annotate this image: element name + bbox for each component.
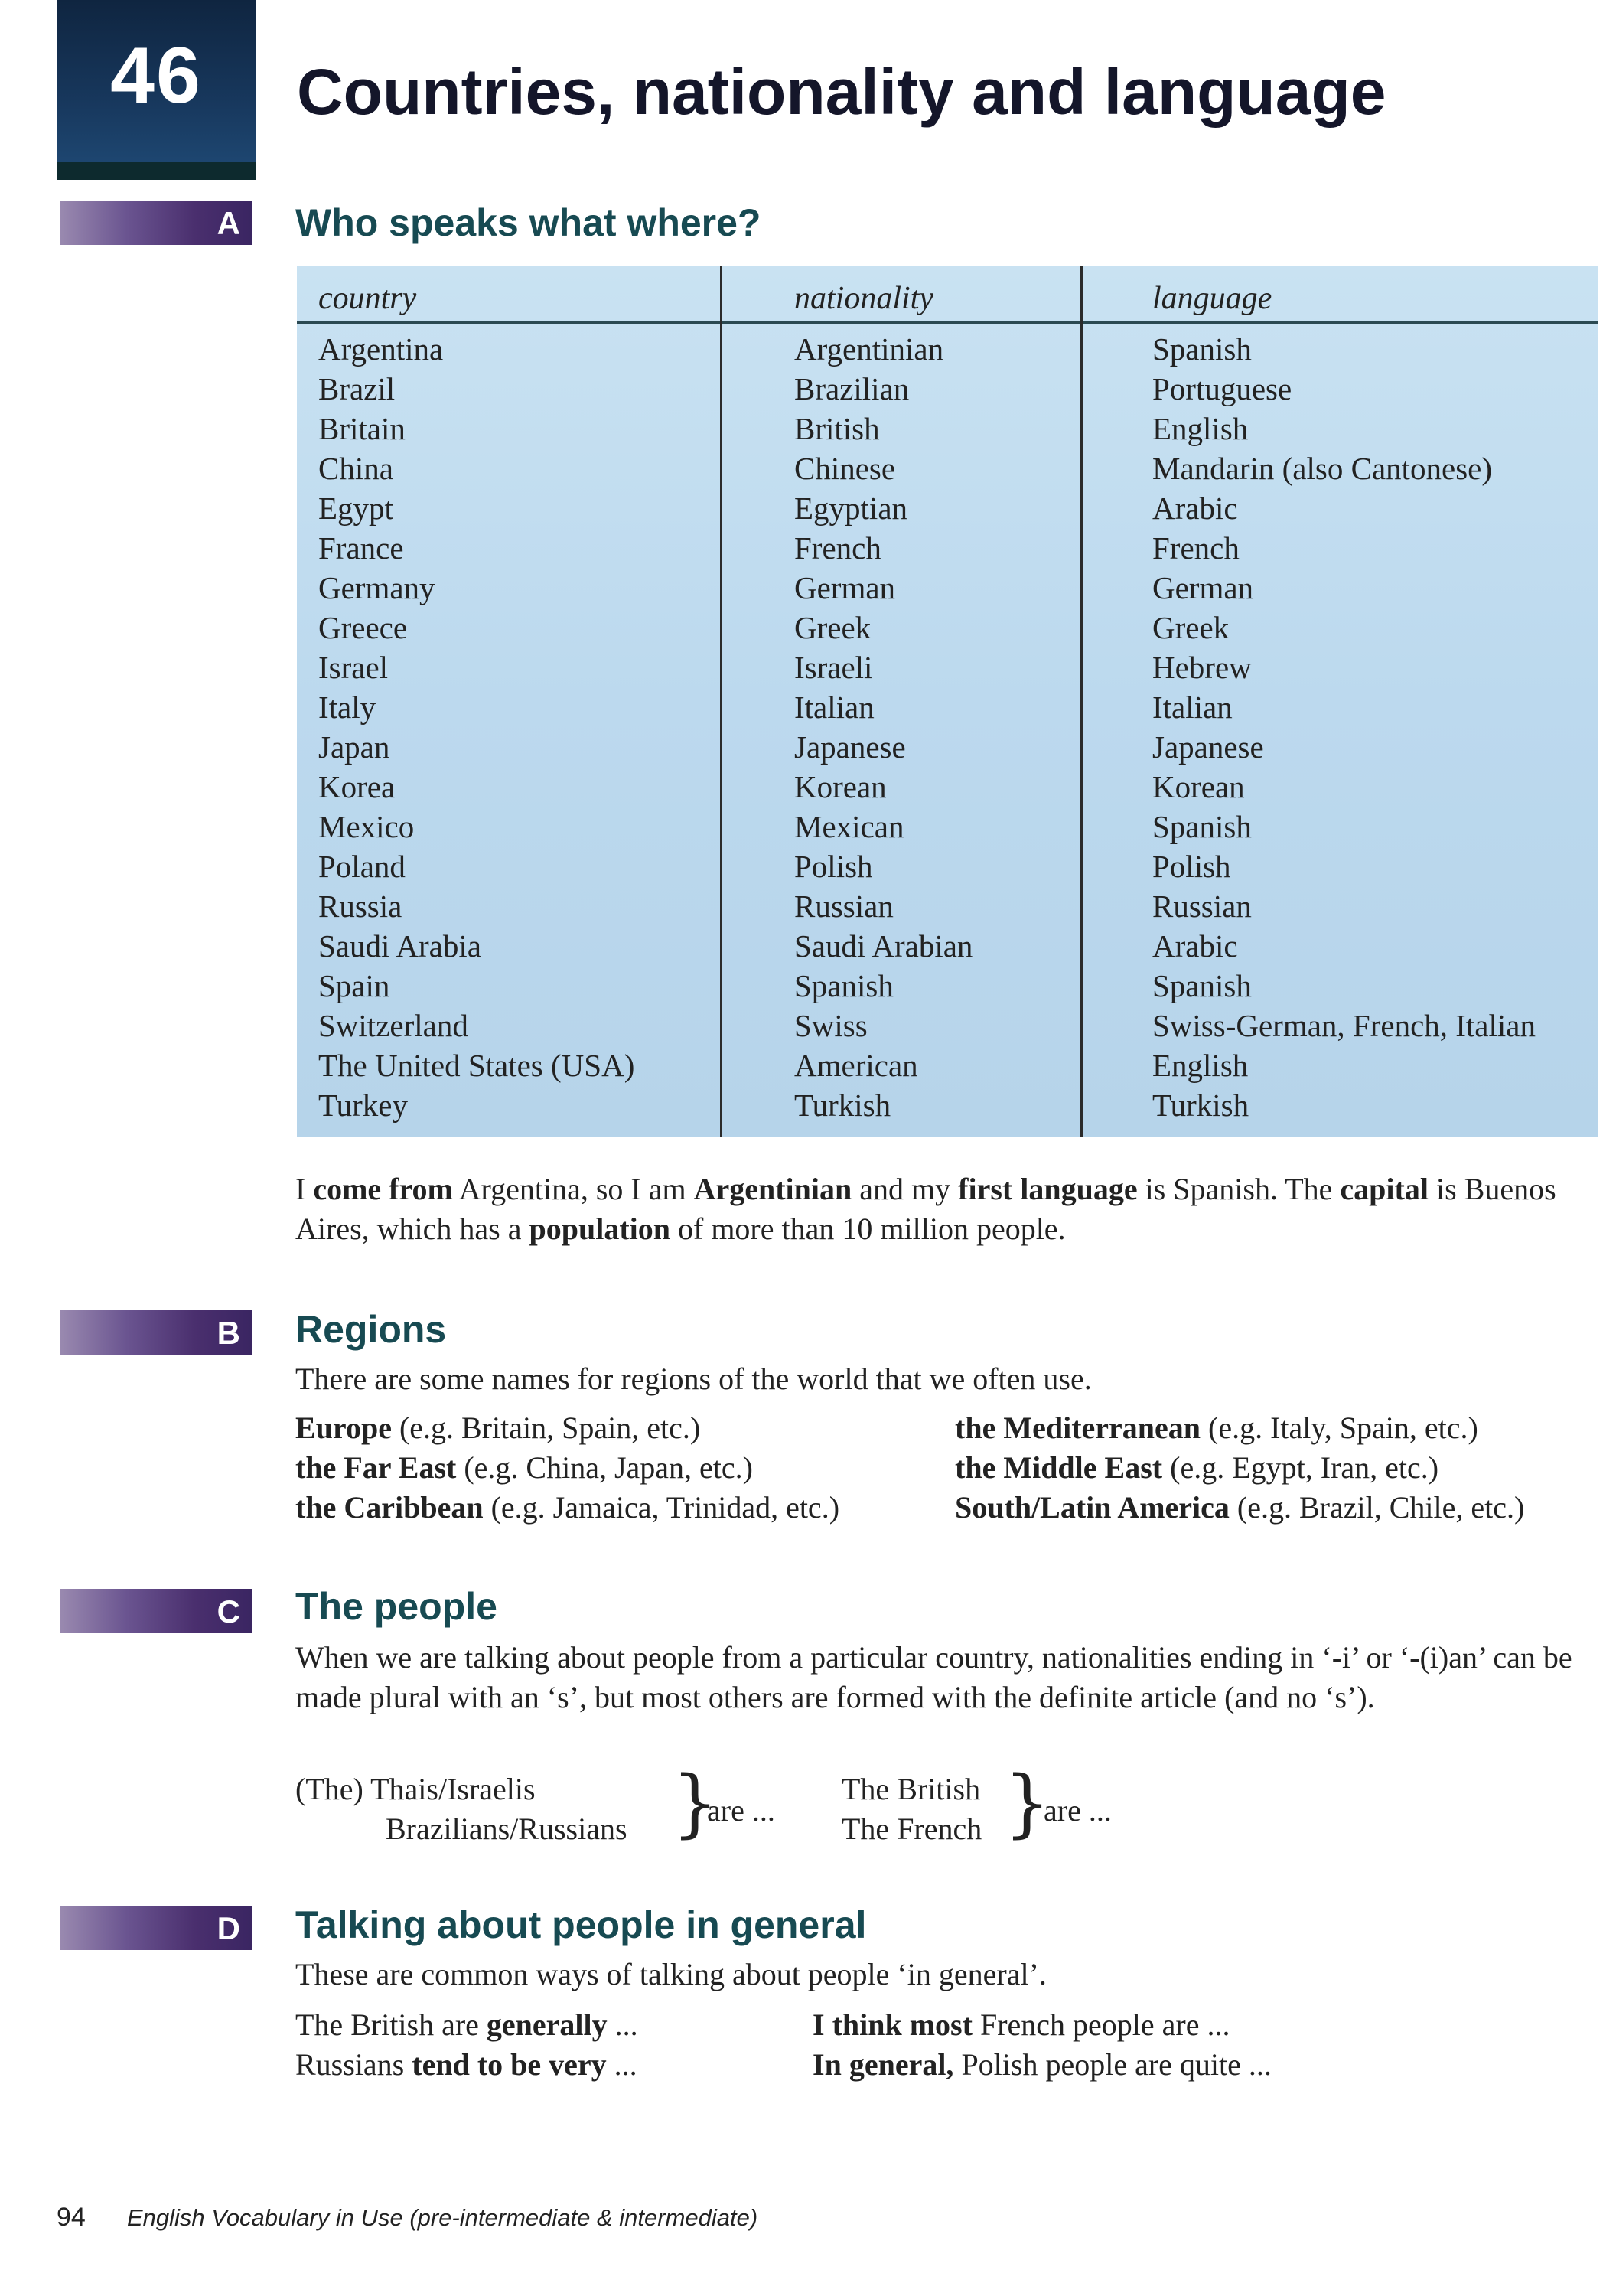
- text-run: is Buenos Aires, which has a: [295, 1172, 1556, 1246]
- plural-example: The British: [842, 1772, 981, 1806]
- key-phrase: tend to be very: [412, 2047, 607, 2082]
- section-a-tab: [60, 201, 252, 245]
- nationality-table: [297, 266, 1598, 1137]
- general-example: [295, 2007, 638, 2043]
- unit-number: 46: [110, 31, 202, 120]
- region-name: the Caribbean: [295, 1490, 484, 1525]
- text-run: and my: [852, 1172, 959, 1206]
- language-column: [1152, 329, 1536, 1125]
- country-column: [318, 329, 634, 1125]
- table-cell: Saudi Arabian: [794, 928, 973, 964]
- table-cell: Brazilian: [794, 371, 910, 406]
- general-example: [813, 2047, 1272, 2082]
- nationality-column: [794, 329, 973, 1125]
- column-header-nationality: nationality: [794, 281, 933, 316]
- section-d-intro: These are common ways of talking about people ‘in general’.: [295, 1957, 1047, 1991]
- table-cell: Arabic: [1152, 928, 1238, 964]
- section-a-example-paragraph: [295, 1169, 1596, 1249]
- text-run: Polish people are quite ...: [953, 2047, 1272, 2082]
- table-cell: American: [794, 1048, 918, 1083]
- region-name: the Far East: [295, 1450, 457, 1485]
- region-item: [955, 1489, 1524, 1525]
- general-example: [295, 2047, 637, 2082]
- region-example: (e.g. China, Japan, etc.): [456, 1450, 753, 1485]
- table-cell: Israel: [318, 650, 389, 685]
- table-cell: English: [1152, 411, 1249, 446]
- unit-number-strip: [57, 162, 256, 180]
- table-cell: Switzerland: [318, 1008, 468, 1043]
- text-run: of more than 10 million people.: [670, 1212, 1066, 1246]
- plural-verb: are ...: [707, 1793, 775, 1828]
- column-divider: [720, 266, 722, 1137]
- table-cell: Argentina: [318, 331, 444, 367]
- text-run: Argentina, so I am: [452, 1172, 694, 1206]
- key-phrase: generally: [486, 2007, 608, 2042]
- table-cell: Spain: [318, 968, 390, 1003]
- table-cell: Russian: [1152, 889, 1252, 924]
- general-example: [813, 2007, 1230, 2043]
- text-run: Russians: [295, 2047, 412, 2082]
- region-item: [955, 1410, 1478, 1446]
- table-cell: Hebrew: [1152, 650, 1252, 685]
- table-cell: Russian: [794, 889, 894, 924]
- unit-number-box: [57, 0, 256, 180]
- table-cell: Germany: [318, 570, 435, 605]
- table-cell: Spanish: [1152, 968, 1252, 1003]
- key-phrase: population: [529, 1212, 670, 1246]
- table-cell: Japanese: [1152, 729, 1264, 765]
- book-title: English Vocabulary in Use (pre-intermediate & intermediate): [127, 2204, 758, 2231]
- region-example: (e.g. Britain, Spain, etc.): [391, 1411, 701, 1445]
- key-phrase: come from: [313, 1172, 453, 1206]
- key-phrase: first language: [958, 1172, 1138, 1206]
- table-cell: Turkish: [1152, 1088, 1249, 1123]
- table-cell: Mandarin (also Cantonese): [1152, 451, 1493, 486]
- region-name: the Mediterranean: [955, 1411, 1201, 1445]
- table-cell: Spanish: [794, 968, 894, 1003]
- region-name: South/Latin America: [955, 1490, 1230, 1525]
- table-cell: China: [318, 451, 393, 486]
- key-phrase: Argentinian: [693, 1172, 852, 1206]
- table-cell: Swiss: [794, 1008, 868, 1043]
- page-title: Countries, nationality and language: [297, 56, 1386, 128]
- section-b-heading: Regions: [295, 1308, 447, 1351]
- table-cell: Greek: [1152, 610, 1230, 645]
- table-cell: French: [1152, 530, 1240, 566]
- text-run: ...: [607, 2007, 638, 2042]
- section-d-tab: [60, 1906, 252, 1950]
- table-cell: Argentinian: [794, 331, 944, 367]
- region-item: [295, 1410, 700, 1446]
- table-cell: Turkish: [794, 1088, 891, 1123]
- key-phrase: I think most: [813, 2007, 973, 2042]
- table-cell: Polish: [1152, 849, 1231, 884]
- table-cell: Polish: [794, 849, 873, 884]
- text-run: French people are ...: [972, 2007, 1230, 2042]
- table-cell: Korea: [318, 769, 396, 804]
- table-cell: Japan: [318, 729, 390, 765]
- table-cell: Mexican: [794, 809, 904, 844]
- region-example: (e.g. Jamaica, Trinidad, etc.): [483, 1490, 840, 1525]
- section-c-heading: The people: [295, 1585, 497, 1628]
- table-cell: British: [794, 411, 880, 446]
- section-c-tab: [60, 1589, 252, 1633]
- table-cell: Korean: [794, 769, 887, 804]
- table-cell: France: [318, 530, 404, 566]
- plural-example: The French: [842, 1812, 982, 1846]
- table-cell: Russia: [318, 889, 402, 924]
- table-cell: Portuguese: [1152, 371, 1292, 406]
- table-cell: Korean: [1152, 769, 1245, 804]
- table-cell: Brazil: [318, 371, 396, 406]
- table-cell: German: [794, 570, 896, 605]
- plural-verb: are ...: [1044, 1793, 1112, 1828]
- section-d-heading: Talking about people in general: [295, 1903, 867, 1946]
- plural-example: (The) Thais/Israelis: [295, 1772, 536, 1806]
- table-cell: Italian: [1152, 690, 1233, 725]
- table-cell: Italy: [318, 690, 376, 725]
- table-cell: Britain: [318, 411, 406, 446]
- region-item: [955, 1450, 1438, 1486]
- region-example: (e.g. Italy, Spain, etc.): [1201, 1411, 1478, 1445]
- key-phrase: In general,: [813, 2047, 954, 2082]
- table-cell: Italian: [794, 690, 875, 725]
- table-cell: Poland: [318, 849, 406, 884]
- table-cell: Greek: [794, 610, 872, 645]
- table-cell: Turkey: [318, 1088, 408, 1123]
- table-cell: Spanish: [1152, 809, 1252, 844]
- text-run: ...: [606, 2047, 637, 2082]
- text-run: is Spanish. The: [1137, 1172, 1341, 1206]
- table-cell: German: [1152, 570, 1254, 605]
- section-b-intro: There are some names for regions of the world that we often use.: [295, 1362, 1092, 1396]
- region-example: (e.g. Egypt, Iran, etc.): [1162, 1450, 1439, 1485]
- column-divider: [1080, 266, 1083, 1137]
- region-name: the Middle East: [955, 1450, 1163, 1485]
- table-cell: The United States (USA): [318, 1048, 635, 1083]
- table-cell: Japanese: [794, 729, 906, 765]
- right-brace: }: [672, 1760, 719, 1846]
- table-cell: Mexico: [318, 809, 415, 844]
- region-item: [295, 1450, 753, 1486]
- table-cell: Greece: [318, 610, 408, 645]
- section-c-letter: C: [217, 1593, 240, 1629]
- text-run: I: [295, 1172, 314, 1206]
- table-cell: Swiss-German, French, Italian: [1152, 1008, 1536, 1043]
- table-cell: Saudi Arabia: [318, 928, 481, 964]
- table-cell: French: [794, 530, 881, 566]
- region-name: Europe: [295, 1411, 392, 1445]
- key-phrase: capital: [1340, 1172, 1429, 1206]
- page-number: 94: [57, 2203, 86, 2232]
- table-header-rule: [297, 321, 1598, 324]
- table-cell: Egypt: [318, 491, 393, 526]
- section-b-tab: [60, 1310, 252, 1355]
- column-header-country: country: [318, 281, 417, 316]
- section-a-letter: A: [217, 205, 240, 241]
- section-c-explanation: When we are talking about people from a particular country, nationalities ending in ‘-i’ or ‘-(i)an’ can be made plural with an ‘s’, but most others are formed with the definite article (and no ‘s’).: [295, 1640, 1572, 1714]
- region-item: [295, 1489, 839, 1525]
- table-cell: Spanish: [1152, 331, 1252, 367]
- section-d-letter: D: [217, 1910, 240, 1946]
- column-header-language: language: [1152, 281, 1272, 316]
- table-cell: Chinese: [794, 451, 896, 486]
- right-brace: }: [1004, 1760, 1051, 1846]
- section-a-heading: Who speaks what where?: [295, 201, 761, 244]
- plural-example: Brazilians/Russians: [386, 1812, 627, 1846]
- text-run: The British are: [295, 2007, 487, 2042]
- section-b-letter: B: [217, 1315, 240, 1351]
- table-cell: Egyptian: [794, 491, 908, 526]
- table-cell: Arabic: [1152, 491, 1238, 526]
- table-cell: Israeli: [794, 650, 873, 685]
- table-cell: English: [1152, 1048, 1249, 1083]
- region-example: (e.g. Brazil, Chile, etc.): [1229, 1490, 1525, 1525]
